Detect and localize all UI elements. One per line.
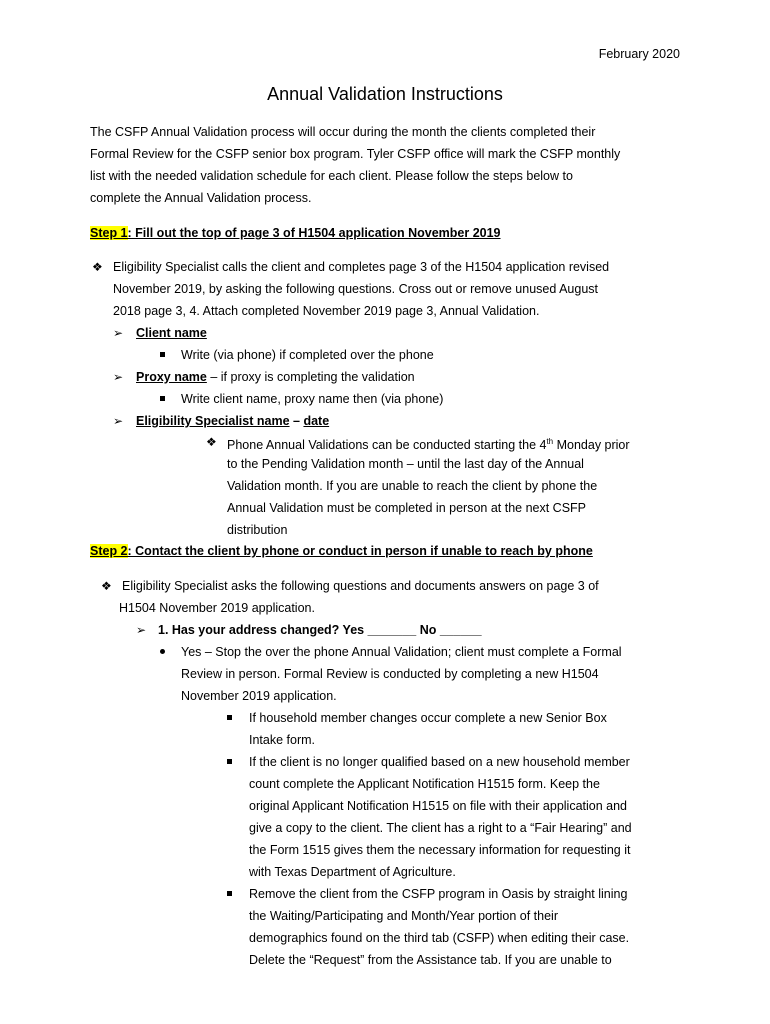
- arrow-bullet-icon: ➢: [113, 326, 124, 340]
- step1-bullet-line: 2018 page 3, 4. Attach completed November 2019 page 3, Annual Validation.: [113, 304, 540, 318]
- proxy-name-rest: – if proxy is completing the validation: [206, 370, 415, 384]
- step2-heading: [90, 540, 593, 562]
- intro-line: The CSFP Annual Validation process will occur during the month the clients completed their: [90, 125, 596, 139]
- square-bullet-icon: [160, 396, 165, 401]
- step1-heading: [90, 222, 501, 244]
- step2-bullet-line: Eligibility Specialist asks the following questions and documents answers on page 3 of: [122, 579, 599, 593]
- document-title: Annual Validation Instructions: [267, 84, 503, 104]
- yes-answer-line: November 2019 application.: [181, 689, 337, 703]
- square-bullet-icon: [227, 891, 232, 896]
- diamond-bullet-icon: ❖: [206, 435, 217, 449]
- square-bullet-icon: [160, 352, 165, 357]
- square-bullet-icon: [227, 759, 232, 764]
- phone-note-start: Phone Annual Validations can be conducted starting the 4: [227, 438, 547, 453]
- yes-answer-line: Review in person. Formal Review is conducted by completing a new H1504: [181, 667, 599, 681]
- square-bullet-icon: [227, 715, 232, 720]
- es-date-label: date: [303, 414, 330, 428]
- intro-line: complete the Annual Validation process.: [90, 191, 312, 205]
- step2-label: Step 2: [90, 544, 128, 558]
- arrow-bullet-icon: ➢: [113, 414, 124, 428]
- es-dash: –: [289, 414, 304, 428]
- phone-note-end: Monday prior: [553, 438, 630, 453]
- remove-client-line: Remove the client from the CSFP program in Oasis by straight lining: [249, 887, 628, 901]
- household-change-line: Intake form.: [249, 733, 315, 747]
- es-name-label: Eligibility Specialist name: [136, 414, 290, 428]
- phone-note-line: to the Pending Validation month – until the last day of the Annual: [227, 457, 584, 471]
- diamond-bullet-icon: ❖: [92, 260, 103, 274]
- not-qualified-line: count complete the Applicant Notification H1515 form. Keep the: [249, 777, 600, 791]
- intro-line: list with the needed validation schedule for each client. Please follow the steps below to: [90, 169, 573, 183]
- diamond-bullet-icon: ❖: [101, 579, 112, 593]
- phone-note-sup: th: [546, 437, 554, 446]
- step1-bullet-line: November 2019, by asking the following questions. Cross out or remove unused August: [113, 282, 598, 296]
- proxy-name-label: Proxy name: [136, 370, 207, 384]
- step1-bullet-line: Eligibility Specialist calls the client and completes page 3 of the H1504 application revised: [113, 260, 610, 274]
- question-address-changed: 1. Has your address changed? Yes _______ No ______: [158, 623, 482, 637]
- proxy-name-instruction: Write client name, proxy name then (via phone): [181, 392, 444, 406]
- remove-client-line: the Waiting/Participating and Month/Year portion of their: [249, 909, 558, 923]
- arrow-bullet-icon: ➢: [136, 623, 147, 637]
- step1-label: Step 1: [90, 226, 128, 240]
- not-qualified-line: If the client is no longer qualified based on a new household member: [249, 755, 630, 769]
- step1-text: : Fill out the top of page 3 of H1504 application November 2019: [127, 226, 501, 240]
- arrow-bullet-icon: ➢: [113, 370, 124, 384]
- step2-bullet-line: H1504 November 2019 application.: [119, 601, 315, 615]
- not-qualified-line: give a copy to the client. The client has a right to a “Fair Hearing” and: [249, 821, 632, 835]
- household-change-line: If household member changes occur complete a new Senior Box: [249, 711, 607, 725]
- phone-note-line: Annual Validation must be completed in person at the next CSFP: [227, 501, 587, 515]
- remove-client-line: demographics found on the third tab (CSFP) when editing their case.: [249, 931, 630, 945]
- yes-answer-line: Yes – Stop the over the phone Annual Validation; client must complete a Formal: [181, 645, 622, 659]
- phone-note-line: distribution: [227, 523, 288, 537]
- proxy-name-line: [136, 366, 415, 388]
- document-date: February 2020: [598, 47, 680, 61]
- client-name-label: Client name: [136, 326, 207, 340]
- remove-client-line: Delete the “Request” from the Assistance tab. If you are unable to: [249, 953, 612, 967]
- not-qualified-line: with Texas Department of Agriculture.: [249, 865, 456, 879]
- not-qualified-line: the Form 1515 gives them the necessary information for requesting it: [249, 843, 631, 857]
- intro-line: Formal Review for the CSFP senior box program. Tyler CSFP office will mark the CSFP monthly: [90, 147, 621, 161]
- step2-text: : Contact the client by phone or conduct in person if unable to reach by phone: [127, 544, 593, 558]
- client-name-instruction: Write (via phone) if completed over the phone: [181, 348, 434, 362]
- phone-note-line: Validation month. If you are unable to reach the client by phone the: [227, 479, 598, 493]
- round-bullet-icon: [160, 649, 165, 654]
- es-name-line: [136, 410, 329, 432]
- not-qualified-line: original Applicant Notification H1515 on file with their application and: [249, 799, 628, 813]
